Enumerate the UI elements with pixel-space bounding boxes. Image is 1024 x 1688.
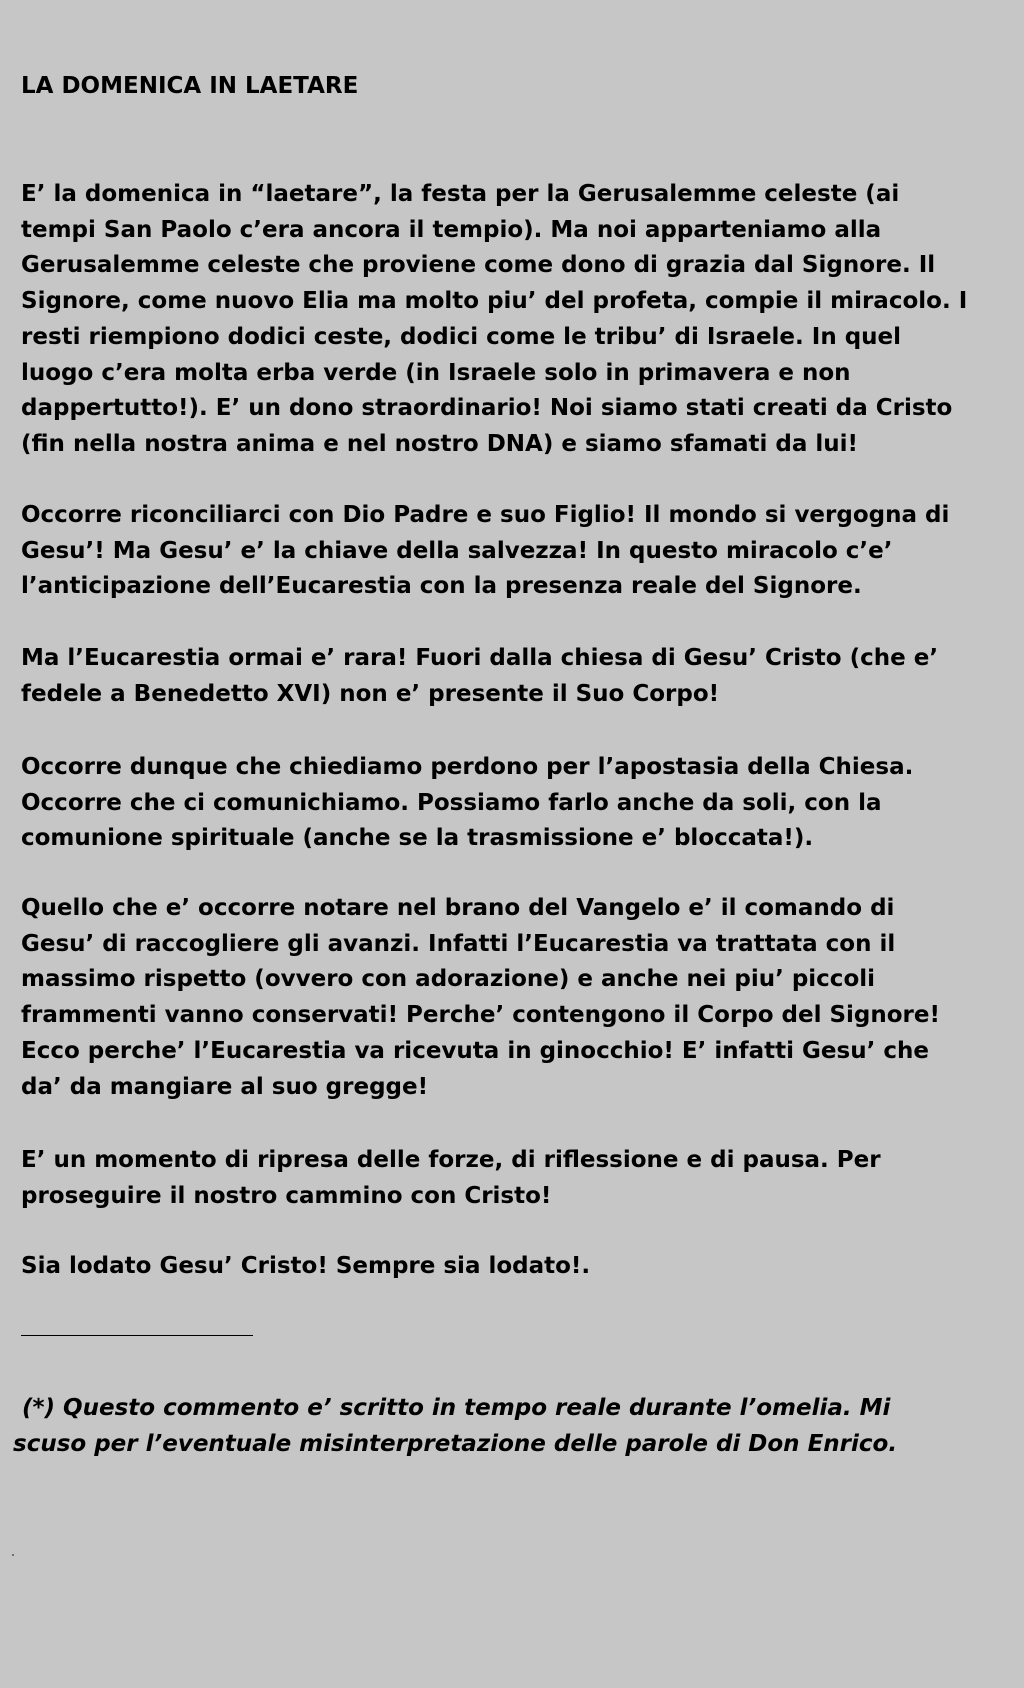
footnote-line-2: scuso per l’eventuale misinterpretazione delle parole di Don Enrico.	[13, 1431, 898, 1457]
paragraph-2: Occorre riconciliarci con Dio Padre e suo Figlio! Il mondo si vergogna di Gesu’! Ma Gesu’ e’ la chiave della salvezza! In questo miracolo c’e’ l’anticipazione dell’Eucarestia con la presenza reale del Signore.	[21, 502, 950, 600]
paragraph-1: E’ la domenica in “laetare”, la festa per la Gerusalemme celeste (ai tempi San Paolo c’era ancora il tempio). Ma noi apparteniamo alla Gerusalemme celeste che proviene come dono di grazia dal Signore. Il Signore, come nuovo Elia ma molto piu’ del profeta, compie il miracolo. I resti riempiono dodici ceste, dodici come le tribu’ di Israele. In quel luogo c’era molta erba verde (in Israele solo in primavera e non dappertutto!). E’ un dono straordinario! Noi siamo stati creati da Cristo (fin nella nostra anima e nel nostro DNA) e siamo sfamati da lui!	[21, 181, 968, 457]
paragraph-6: E’ un momento di ripresa delle forze, di riflessione e di pausa. Per proseguire il nostro cammino con Cristo!	[21, 1147, 881, 1209]
paragraph-3: Ma l’Eucarestia ormai e’ rara! Fuori dalla chiesa di Gesu’ Cristo (che e’ fedele a Benedetto XVI) non e’ presente il Suo Corpo!	[21, 645, 939, 707]
paragraph-7: Sia lodato Gesu’ Cristo! Sempre sia lodato!.	[21, 1253, 591, 1279]
paragraph-4: Occorre dunque che chiediamo perdono per l’apostasia della Chiesa. Occorre che ci comunichiamo. Possiamo farlo anche da soli, con la comunione spirituale (anche se la trasmissione e’ bloccata!).	[21, 754, 914, 852]
footnote-divider	[21, 1335, 253, 1336]
footnote-line-1: (*) Questo commento e’ scritto in tempo reale durante l’omelia. Mi	[22, 1395, 891, 1421]
paragraph-5: Quello che e’ occorre notare nel brano del Vangelo e’ il comando di Gesu’ di raccogliere gli avanzi. Infatti l’Eucarestia va trattata con il massimo rispetto (ovvero con adorazione) e anche nei piu’ piccoli frammenti vanno conservati! Perche’ contengono il Corpo del Signore! Ecco perche’ l’Eucarestia va ricevuta in ginocchio! E’ infatti Gesu’ che da’ da mangiare al suo gregge!	[21, 895, 940, 1100]
scan-speck	[12, 1554, 14, 1556]
document-title: LA DOMENICA IN LAETARE	[21, 73, 359, 99]
